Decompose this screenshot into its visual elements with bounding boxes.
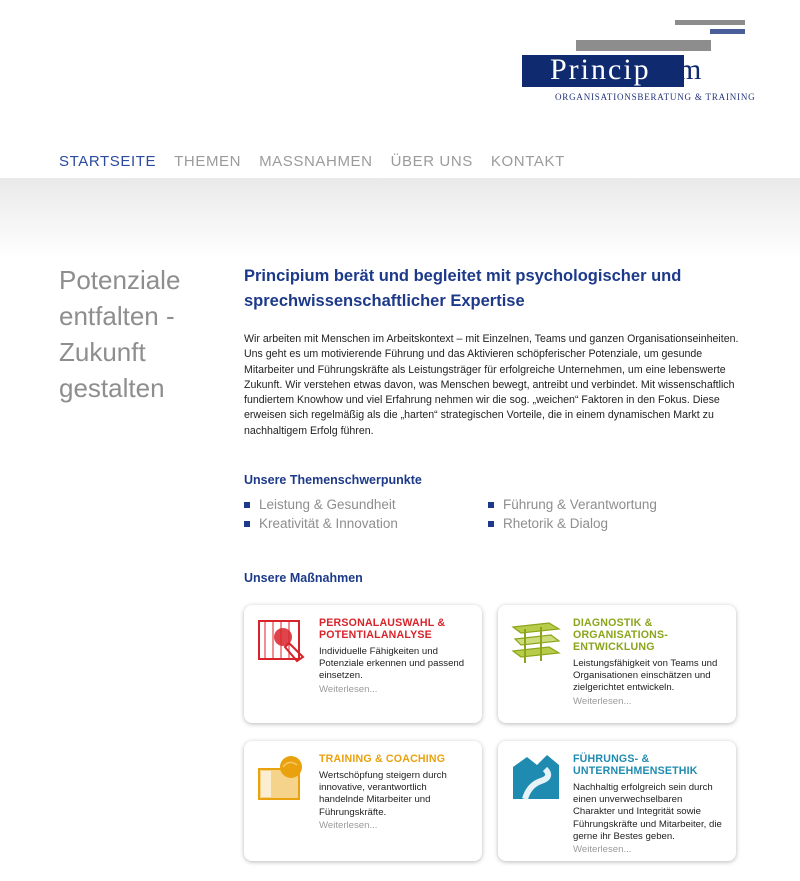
measure-card-training[interactable] bbox=[244, 741, 482, 861]
nav-kontakt[interactable]: KONTAKT bbox=[490, 153, 565, 170]
intro-text: Wir arbeiten mit Menschen im Arbeitskontext – mit Einzelnen, Teams und ganzen Organisationseinheiten. Uns geht es um motivierende Führung und das Aktivieren schöpferischer Potenziale, um gesunde Mitarbeiter und Führungskräfte als Leistungsträger für erfolgreiche Unternehmen, um eine lebenswerte Zukunft. Wir verstehen etwas davon, was Menschen bewegt, antreibt und verbindet. Mit wissenschaftlich fundiertem Knowhow und viel Erfahrung nehmen wir die sog. „weichen“ Faktoren in den Fokus. Diese erweisen sich regelmäßig als die „harten“ strategischen Vorteile, die in einem dynamischen Markt zu nachhaltigem Erfolg führen. bbox=[244, 333, 739, 437]
nav-ueber-uns[interactable]: ÜBER UNS bbox=[390, 153, 473, 170]
read-more-link[interactable]: Weiterlesen... bbox=[319, 683, 378, 695]
logo-bar bbox=[710, 29, 745, 34]
bullet-icon bbox=[244, 521, 250, 527]
bullet-icon bbox=[244, 502, 250, 508]
theme-item[interactable]: Kreativität & Innovation bbox=[244, 516, 488, 531]
card-title[interactable]: DIAGNOSTIK & ORGANISATIONS-ENTWICKLUNG bbox=[573, 617, 669, 653]
page-headline: Principium berät und begleitet mit psychologischer und sprechwissenschaftlicher Expertise bbox=[244, 267, 682, 310]
read-more-link[interactable]: Weiterlesen... bbox=[573, 844, 632, 856]
theme-item[interactable]: Rhetorik & Dialog bbox=[488, 516, 732, 531]
logo-wordmark: Principium bbox=[550, 53, 704, 86]
card-text: Wertschöpfung steigern durch innovative, verantwortlich handelnde Mitarbeiter und Führungskräfte. bbox=[319, 770, 447, 818]
theme-item[interactable]: Leistung & Gesundheit bbox=[244, 497, 488, 512]
measure-card-personalauswahl[interactable] bbox=[244, 605, 482, 723]
logo-tagline: ORGANISATIONSBERATUNG & TRAINING bbox=[555, 92, 756, 102]
main-content bbox=[244, 264, 744, 439]
nav-startseite[interactable]: STARTSEITE bbox=[59, 153, 157, 170]
read-more-link[interactable]: Weiterlesen... bbox=[319, 819, 378, 831]
measure-card-ethik[interactable] bbox=[498, 741, 736, 861]
card-text: Individuelle Fähigkeiten und Potenziale erkennen und passend einsetzen. bbox=[319, 646, 465, 682]
road-mountain-icon bbox=[511, 753, 561, 803]
main-nav bbox=[59, 153, 565, 170]
measures-title: Unsere Maßnahmen bbox=[244, 571, 363, 585]
theme-item[interactable]: Führung & Verantwortung bbox=[488, 497, 732, 512]
slogan: Potenziale entfalten - Zukunft gestalten bbox=[59, 265, 181, 403]
card-title[interactable]: FÜHRUNGS- & UNTERNEHMENSETHIK bbox=[573, 753, 698, 777]
magnifier-hand-icon bbox=[257, 617, 307, 667]
bullet-icon bbox=[488, 521, 494, 527]
card-title[interactable]: TRAINING & COACHING bbox=[319, 753, 446, 765]
nav-themen[interactable]: THEMEN bbox=[174, 153, 242, 170]
header-gradient-band bbox=[0, 178, 800, 258]
card-title[interactable]: PERSONALAUSWAHL & POTENTIALANALYSE bbox=[319, 617, 446, 641]
layered-stack-icon bbox=[511, 617, 561, 667]
themes-title: Unsere Themenschwerpunkte bbox=[244, 473, 422, 487]
measure-card-diagnostik[interactable] bbox=[498, 605, 736, 723]
bullet-icon bbox=[488, 502, 494, 508]
card-text: Nachhaltig erfolgreich sein durch einen unverwechselbaren Charakter und Integrität sowie Führungskräfte und Mitarbeiter, die gerne ihr Bestes geben. bbox=[573, 782, 722, 842]
card-text: Leistungsfähigkeit von Teams und Organisationen einschätzen und zielgerichtet entwickeln. bbox=[573, 658, 718, 694]
principium-logo[interactable] bbox=[520, 20, 756, 105]
sun-frame-icon bbox=[257, 753, 307, 803]
logo-bar bbox=[576, 40, 711, 51]
nav-massnahmen[interactable]: MASSNAHMEN bbox=[259, 153, 373, 170]
logo-bar bbox=[675, 20, 745, 25]
themes-list bbox=[244, 497, 744, 531]
read-more-link[interactable]: Weiterlesen... bbox=[573, 695, 632, 707]
